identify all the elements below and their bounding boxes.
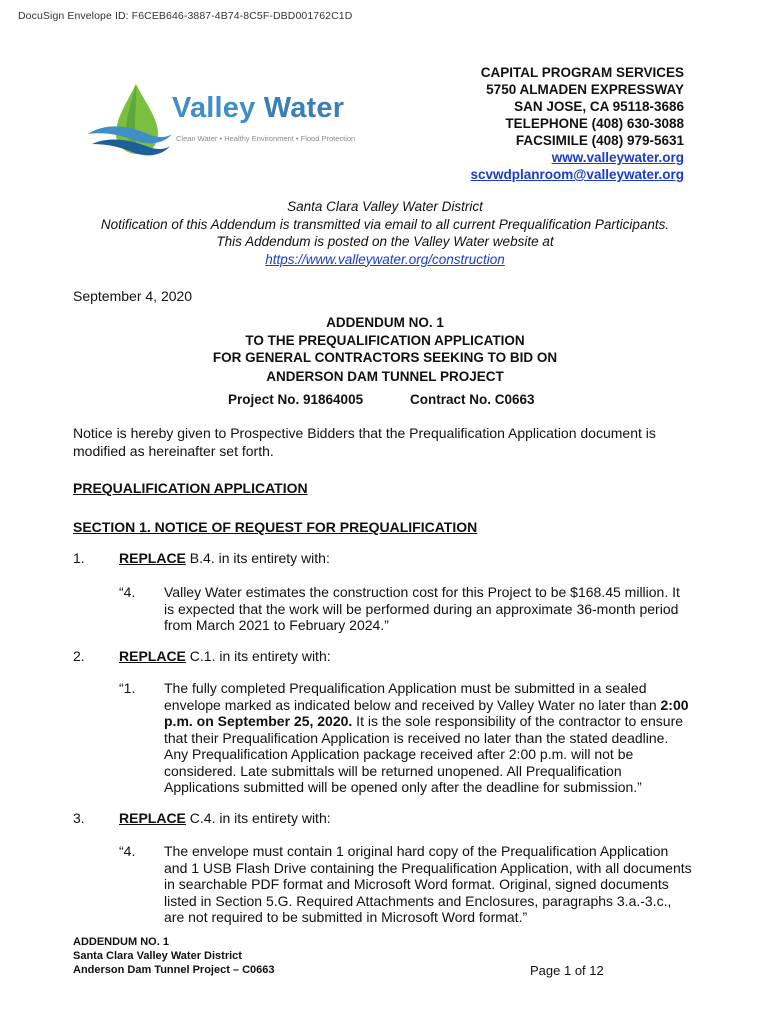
item-2-text-start: The fully completed Prequalification Application must be submitted in a sealed envelope marked as indicated below and received by Valley Water no later than	[164, 680, 661, 713]
replace-target: C.1. in its entirety with:	[185, 648, 331, 664]
replace-keyword: REPLACE	[119, 550, 186, 566]
website-link[interactable]: www.valleywater.org	[551, 150, 684, 165]
item-1-quote-text: Valley Water estimates the construction cost for this Project to be $168.45 million. It is expected that the work will be performed during an approximate 36-month period from March 2021 to February 2024.”	[164, 584, 680, 633]
item-3-quote-text: The envelope must contain 1 original hard copy of the Prequalification Application and 1 USB Flash Drive containing the Prequalification Application, with all documents in searchable PDF format and Microsoft Word format. Original, signed documents listed in Section 5.G. Required Attachments and Enclosures, paragraphs 3.a.-3.c., are not required to be submitted in Microsoft Word format.”	[164, 843, 692, 925]
district-name: Santa Clara Valley Water District	[287, 199, 483, 214]
contact-department: CAPITAL PROGRAM SERVICES	[480, 65, 684, 80]
item-2-quote-text	[164, 680, 692, 796]
item-2-replace	[119, 648, 331, 664]
notice-paragraph: Notice is hereby given to Prospective Bidders that the Prequalification Application document is modified as hereinafter set forth.	[73, 425, 656, 459]
heading-section-1: SECTION 1. NOTICE OF REQUEST FOR PREQUALIFICATION	[73, 519, 478, 535]
replace-keyword: REPLACE	[119, 810, 186, 826]
item-1-replace	[119, 550, 330, 566]
notification-text: Notification of this Addendum is transmitted via email to all current Prequalification Participants.	[100, 216, 670, 232]
contact-block	[471, 64, 685, 183]
contact-facsimile: FACSIMILE (408) 979-5631	[515, 133, 684, 148]
title-line-1: ADDENDUM NO. 1	[326, 315, 444, 330]
footer-project: Anderson Dam Tunnel Project – C0663	[73, 964, 275, 976]
valley-water-logo	[86, 82, 366, 166]
item-2-quote-number: “1.	[119, 680, 136, 696]
contract-number: Contract No. C0663	[410, 392, 535, 407]
item-2-text-end: It is the sole responsibility of the contractor to ensure that their Prequalification Application is received no later than the stated deadline. Any Prequalification Application package received after 2:00 p.m. will not be considered. Late submittals will be returned unopened. All Prequalification Applications submitted will be opened only after the deadline for submission.”	[164, 713, 684, 795]
logo-wordmark	[172, 92, 344, 125]
page-number: Page 1 of 12	[530, 963, 604, 978]
logo-tagline: Clean Water • Healthy Environment • Flood Protection	[176, 134, 356, 143]
project-number: Project No. 91864005	[228, 392, 364, 407]
heading-prequalification-application: PREQUALIFICATION APPLICATION	[73, 480, 308, 496]
project-name: ANDERSON DAM TUNNEL PROJECT	[266, 369, 504, 384]
district-notice	[0, 198, 770, 268]
item-3-quote-number: “4.	[119, 843, 136, 859]
title-line-3: FOR GENERAL CONTRACTORS SEEKING TO BID ON	[212, 350, 558, 365]
item-2-deadline: 2:00 p.m. on September 25, 2020.	[164, 696, 689, 729]
logo-word-valley: Valley	[172, 92, 256, 124]
construction-url-link[interactable]: https://www.valleywater.org/construction	[265, 251, 505, 267]
contact-street: 5750 ALMADEN EXPRESSWAY	[486, 82, 684, 97]
footer-addendum: ADDENDUM NO. 1	[73, 936, 169, 948]
logo-word-water: Water	[263, 92, 345, 124]
footer-district: Santa Clara Valley Water District	[73, 950, 242, 962]
email-link[interactable]: scvwdplanroom@valleywater.org	[470, 167, 684, 182]
replace-target: B.4. in its entirety with:	[185, 550, 330, 566]
contact-city: SAN JOSE, CA 95118-3686	[514, 99, 684, 114]
item-1-quote-number: “4.	[119, 584, 136, 600]
item-1-number: 1.	[73, 550, 85, 566]
title-line-2: TO THE PREQUALIFICATION APPLICATION	[245, 332, 525, 348]
page-footer	[73, 935, 275, 977]
item-3-number: 3.	[73, 810, 85, 826]
docusign-envelope-id: DocuSign Envelope ID: F6CEB646-3887-4B74-8C5F-DBD001762C1D	[18, 10, 353, 22]
contact-telephone: TELEPHONE (408) 630-3088	[505, 116, 684, 131]
item-3-replace	[119, 810, 331, 826]
item-2-number: 2.	[73, 648, 85, 664]
document-date: September 4, 2020	[73, 288, 193, 304]
water-drop-icon	[86, 82, 172, 166]
replace-target: C.4. in its entirety with:	[185, 810, 331, 826]
addendum-title	[0, 314, 770, 367]
replace-keyword: REPLACE	[119, 648, 186, 664]
posted-text: This Addendum is posted on the Valley Water website at	[216, 234, 554, 249]
